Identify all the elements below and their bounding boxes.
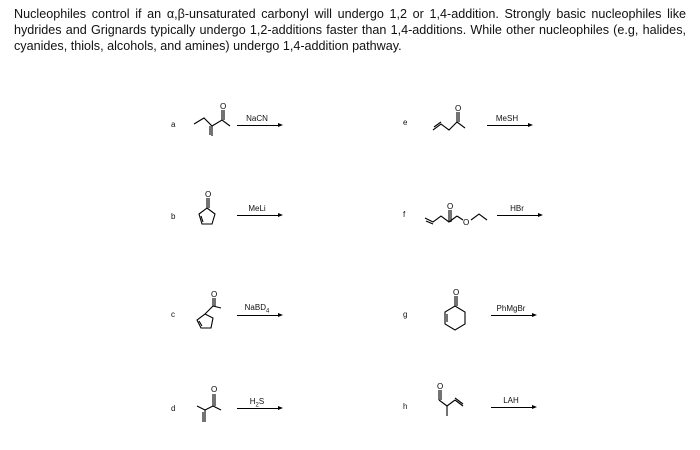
reaction-letter: a: [171, 120, 176, 129]
problem-intro-text: Nucleophiles control if an α,β-unsaturated carbonyl will undergo 1,2 or 1,4-addition. Strongly basic nucleophiles like hydrides and Grignards typically undergo 1,2-additions faster than 1,4-additions. While other nucleophiles (e.g, halides, cyanides, thiols, alcohols, and amines) undergo 1,4-addition pathway.: [14, 7, 686, 53]
reaction-letter: e: [403, 118, 408, 127]
reagent-label: NaBD$_4$: [244, 303, 270, 315]
reaction-f: [395, 190, 695, 260]
molecule-b: [187, 190, 237, 240]
reagent-label: $H_2S$: [249, 397, 265, 409]
reaction-e: [395, 100, 695, 170]
reaction-letter: g: [403, 310, 408, 319]
reaction-arrow: [237, 408, 279, 409]
reaction-g: [395, 290, 695, 360]
reaction-letter: h: [403, 402, 408, 411]
svg-text:O: O: [211, 385, 218, 394]
reaction-arrow: [491, 315, 533, 316]
molecule-e: [425, 102, 485, 152]
reagent-label: HBr: [510, 204, 524, 213]
reagent-label: MeLi: [248, 204, 266, 213]
reagent-label: LAH: [503, 396, 519, 405]
reaction-arrow: [237, 125, 279, 126]
molecule-g: [435, 288, 495, 348]
svg-text:O: O: [437, 382, 444, 391]
reaction-arrow: [491, 407, 533, 408]
svg-text:O: O: [205, 190, 212, 199]
svg-text:O: O: [453, 288, 460, 297]
reaction-arrow: [237, 315, 279, 316]
reagent-label: NaCN: [246, 114, 268, 123]
molecule-h: [425, 380, 485, 430]
reaction-arrow: [497, 215, 539, 216]
reagent-label: MeSH: [495, 114, 519, 123]
reaction-arrow: [237, 215, 279, 216]
reaction-h: [395, 380, 695, 450]
reagent-label: PhMgBr: [496, 304, 526, 313]
reaction-letter: d: [171, 404, 176, 413]
molecule-c: [187, 290, 237, 340]
svg-text:O: O: [220, 102, 227, 111]
reaction-arrow: [487, 125, 529, 126]
svg-text:O: O: [447, 202, 454, 211]
svg-text:O: O: [455, 104, 462, 113]
reaction-letter: b: [171, 212, 176, 221]
reaction-letter: f: [403, 210, 406, 219]
svg-text:O: O: [211, 290, 218, 299]
molecule-a: [190, 104, 250, 154]
reaction-letter: c: [171, 310, 175, 319]
svg-text:O: O: [463, 218, 470, 227]
molecule-f: [417, 192, 507, 242]
